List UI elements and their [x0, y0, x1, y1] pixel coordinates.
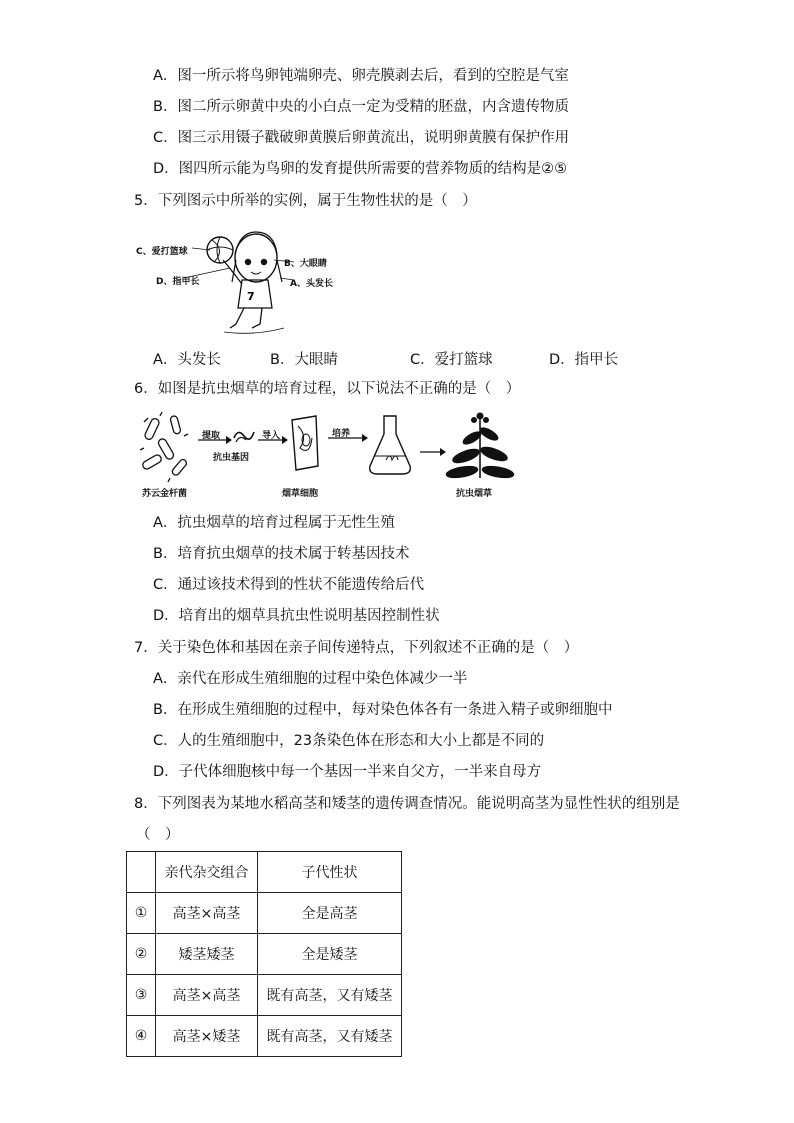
q6-option-c: C．通过该技术得到的性状不能遗传给后代: [153, 577, 425, 593]
q4-option-c: C．图三示用镊子戳破卵黄膜后卵黄流出，说明卵黄膜有保护作用: [153, 130, 570, 146]
label-d-long-nails: D、指甲长: [156, 277, 200, 287]
q5-option-a: A．头发长: [153, 352, 221, 368]
table-cell-parents: 矮茎矮茎: [156, 934, 258, 975]
table-cell-offspring: 全是高茎: [258, 893, 402, 934]
table-header-row: [127, 852, 402, 893]
q5-options: [0, 348, 794, 368]
q8-stem-bracket: （ ）: [136, 827, 180, 843]
q8-table: [126, 851, 402, 1057]
q5-stem: 5．下列图示中所举的实例，属于生物性状的是（ ）: [134, 193, 477, 209]
label-extract: 提取: [202, 431, 221, 441]
table-cell-parents: 高茎×高茎: [156, 893, 258, 934]
table-cell-parents: 高茎×矮茎: [156, 1016, 258, 1057]
table-cell-parents: 高茎×高茎: [156, 975, 258, 1016]
label-bacteria: 苏云金杆菌: [142, 489, 188, 499]
table-row: [127, 975, 402, 1016]
q7-stem: 7．关于染色体和基因在亲子间传递特点，下列叙述不正确的是（ ）: [134, 640, 579, 656]
table-row: [127, 893, 402, 934]
q8-stem: 8．下列图表为某地水稻高茎和矮茎的遗传调查情况。能说明高茎为显性性状的组别是: [134, 796, 680, 812]
table-cell-group: ①: [127, 893, 156, 934]
label-gene: 抗虫基因: [213, 453, 250, 463]
q6-option-a: A．抗虫烟草的培育过程属于无性生殖: [153, 515, 395, 531]
q5-option-d: D．指甲长: [549, 352, 619, 368]
q4-option-b: B．图二所示卵黄中央的小白点一定为受精的胚盘，内含遗传物质: [153, 99, 569, 115]
table-row: [127, 1016, 402, 1057]
table-cell-group: ②: [127, 934, 156, 975]
label-tobacco-cell: 烟草细胞: [282, 489, 319, 499]
table-cell-offspring: 全是矮茎: [258, 934, 402, 975]
q5-option-c: C．爱打篮球: [410, 352, 493, 368]
q7-option-d: D．子代体细胞核中每一个基因一半来自父方，一半来自母方: [153, 764, 542, 780]
q6-option-d: D．培育出的烟草具抗虫性说明基因控制性状: [153, 608, 440, 624]
q4-option-a: A．图一所示将鸟卵钝端卵壳、卵壳膜剥去后，看到的空腔是气室: [153, 68, 569, 84]
table-header-cell: 亲代杂交组合: [156, 852, 258, 893]
label-b-big-eyes: B、大眼睛: [284, 259, 327, 269]
table-row: [127, 934, 402, 975]
table-header-cell: [127, 852, 156, 893]
table-cell-offspring: 既有高茎，又有矮茎: [258, 1016, 402, 1057]
q6-option-b: B．培育抗虫烟草的技术属于转基因技术: [153, 546, 410, 562]
q6-stem: 6．如图是抗虫烟草的培育过程，以下说法不正确的是（ ）: [134, 381, 521, 397]
label-import: 导入: [262, 431, 281, 441]
q5-option-b: B．大眼睛: [270, 352, 338, 368]
q7-option-a: A．亲代在形成生殖细胞的过程中染色体减少一半: [153, 671, 468, 687]
table-cell-group: ④: [127, 1016, 156, 1057]
table-header-cell: 子代性状: [258, 852, 402, 893]
svg-text:7: 7: [247, 290, 255, 303]
table-cell-group: ③: [127, 975, 156, 1016]
q4-option-d: D．图四所示能为鸟卵的发育提供所需要的营养物质的结构是②⑤: [153, 161, 568, 177]
q5-figure-girl: [134, 220, 354, 335]
q7-option-b: B．在形成生殖细胞的过程中，每对染色体各有一条进入精子或卵细胞中: [153, 702, 613, 718]
q6-figure-process: [140, 408, 550, 500]
q7-option-c: C．人的生殖细胞中，23条染色体在形态和大小上都是不同的: [153, 733, 545, 749]
label-culture: 培养: [332, 429, 351, 439]
label-c-basketball: C、爱打篮球: [136, 247, 188, 257]
label-resistant-tobacco: 抗虫烟草: [456, 489, 493, 499]
table-cell-offspring: 既有高茎，又有矮茎: [258, 975, 402, 1016]
label-a-long-hair: A、头发长: [290, 279, 333, 289]
